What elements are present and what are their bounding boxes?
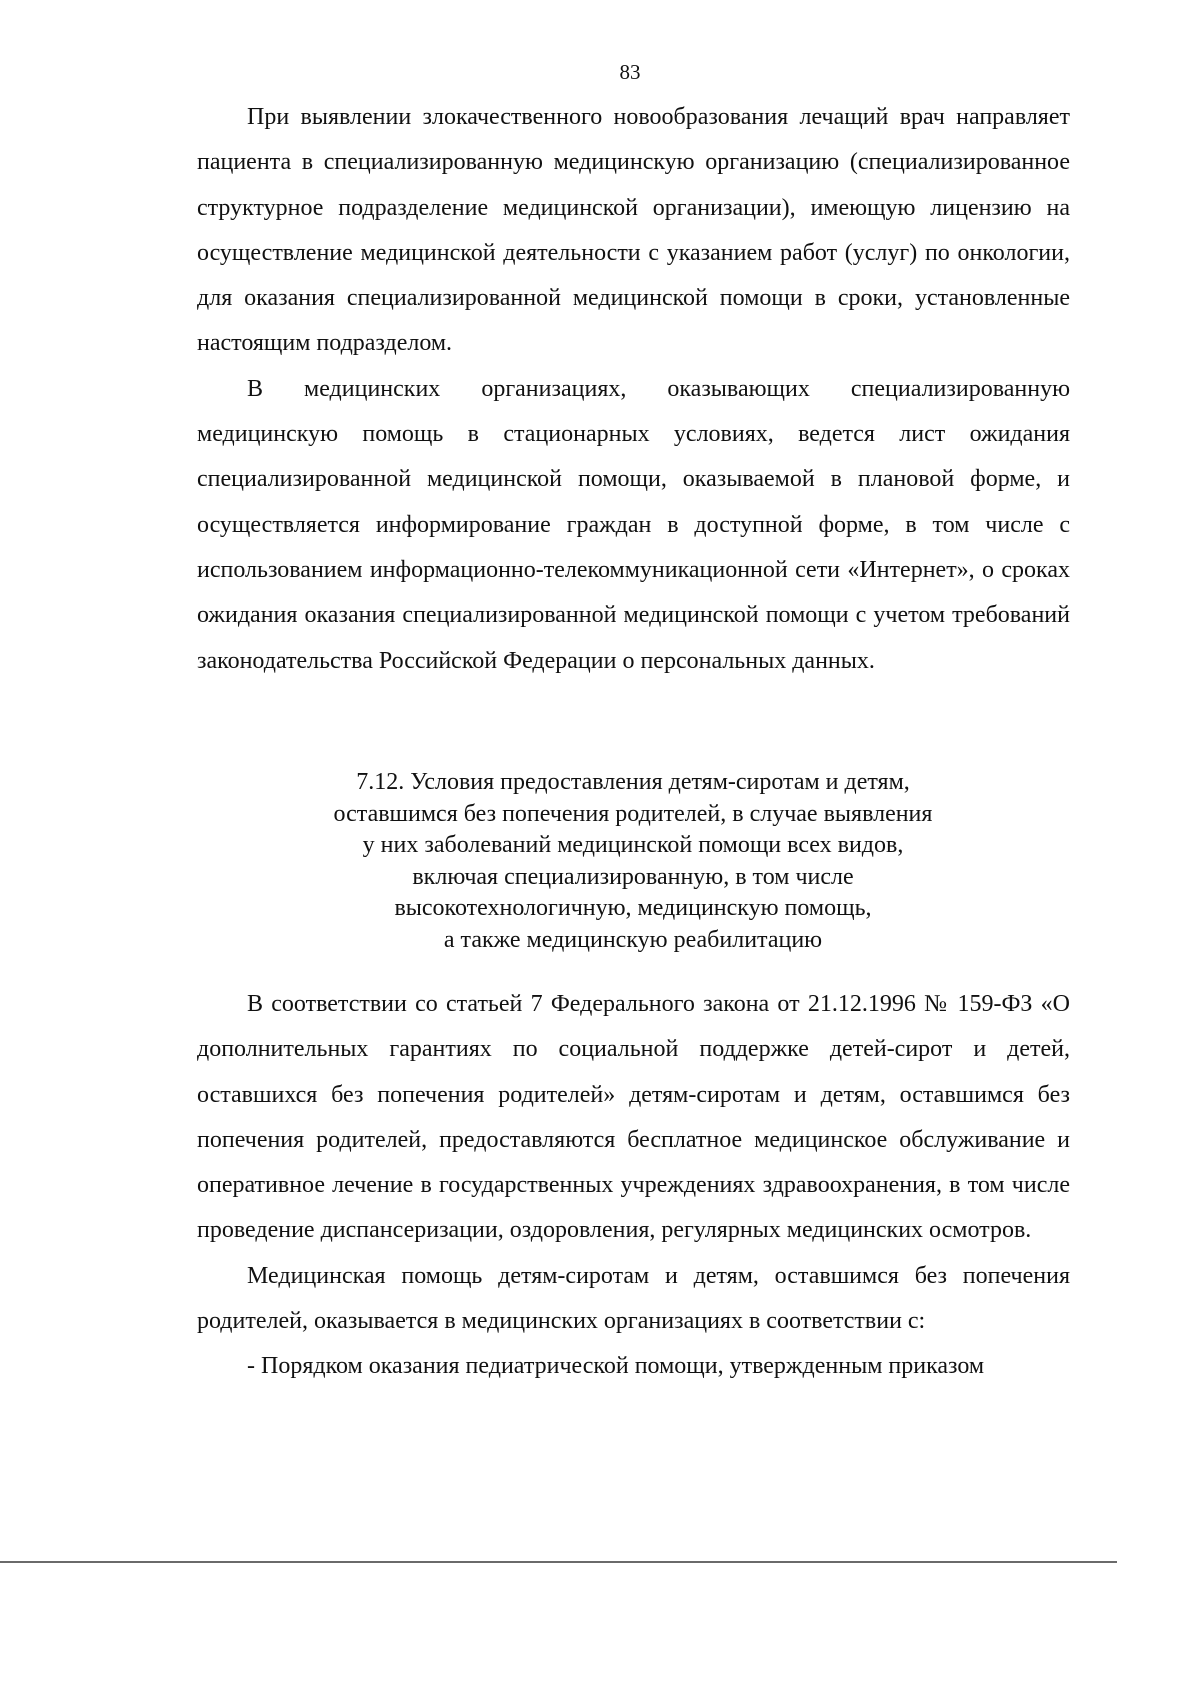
section-heading-line: 7.12. Условия предоставления детям-сиротам и детям, [356,769,910,795]
page-number: 83 [619,60,641,84]
section-heading-line: включая специализированную, в том числе [412,863,854,890]
paragraph-oncology-referral: При выявлении злокачественного новообразования лечащий врач направляет пациента в специализированную медицинскую организацию (специализированное структурное подразделение медицинской организации), имеющую лицензию на осуществление медицинской деятельности с указанием работ (услуг) по онкологии, для оказания специализированной медицинской помощи в сроки, установленные настоящим подразделом. [197,104,1070,357]
section-heading-line: а также медицинскую реабилитацию [443,926,823,953]
section-heading [0,767,1200,957]
body-text-top [197,95,1070,684]
body-text-bottom [197,982,1070,1390]
paragraph-waiting-list: В медицинских организациях, оказывающих специализированную медицинскую помощь в стационарных условиях, ведется лист ожидания специализированной медицинской помощи, оказываемой в плановой форме, и осуществляется информирование граждан в доступной форме, в том числе с использованием информационно-телекоммуникационной сети «Интернет», о сроках ожидания оказания специализированной медицинской помощи с учетом требований законодательства Российской Федерации о персональных данных. [197,375,1070,674]
section-heading-line: оставшимся без попечения родителей, в случае выявления [333,800,933,827]
paragraph-list-item-pediatric-order: - Порядком оказания педиатрической помощи, утвержденным приказом [247,1353,985,1380]
paragraph-medical-care-orphans: Медицинская помощь детям-сиротам и детям, оставшимся без попечения родителей, оказывается в медицинских организациях в соответствии с: [197,1262,1070,1335]
paragraph-federal-law: В соответствии со статьей 7 Федерального закона от 21.12.1996 № 159-ФЗ «О дополнительных гарантиях по социальной поддержке детей-сирот и детей, оставшихся без попечения родителей» детям-сиротам и детям, оставшимся без попечения родителей, предоставляются бесплатное медицинское обслуживание и оперативное лечение в государственных учреждениях здравоохранения, в том числе проведение диспансеризации, оздоровления, регулярных медицинских осмотров. [197,991,1070,1244]
section-heading-line: у них заболеваний медицинской помощи всех видов, [362,832,904,859]
section-heading-line: высокотехнологичную, медицинскую помощь, [394,895,872,922]
page-bottom-rule [0,1561,1117,1563]
